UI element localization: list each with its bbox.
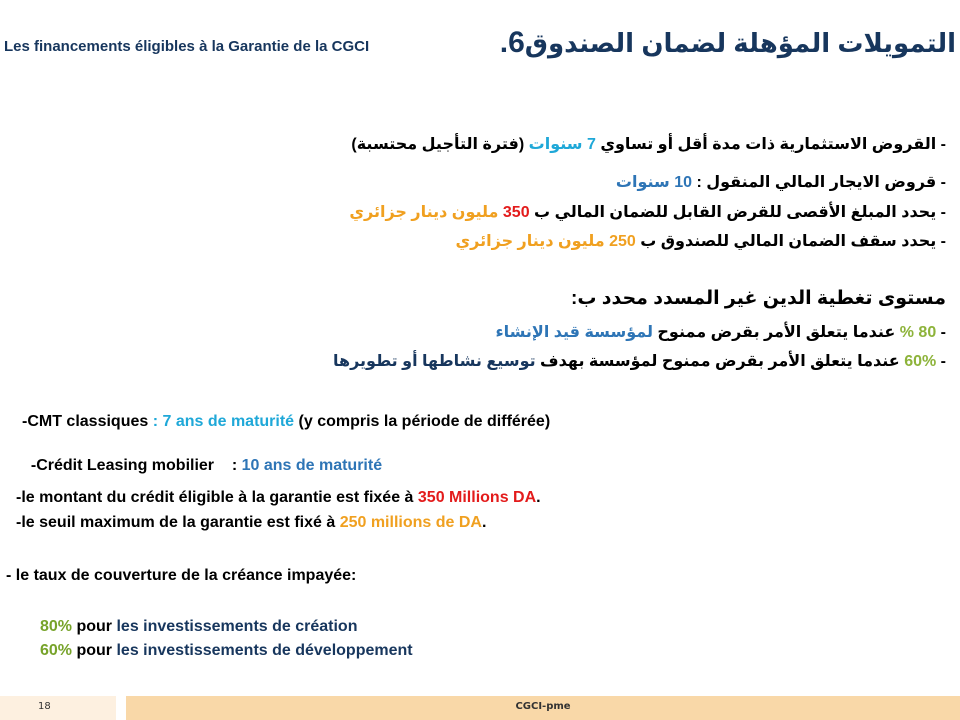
fr-maturity: : 7 ans de maturité	[152, 413, 295, 430]
arabic-title-text: التمويلات المؤهلة لضمان الصندوق	[524, 28, 956, 58]
fr-percent: 60%	[40, 642, 73, 659]
ar-amount-unit: مليون دينار جزائري	[349, 204, 503, 221]
ar-years-number: 7	[586, 136, 596, 153]
fr-montant-line	[16, 489, 541, 507]
ar-beneficiary: توسيع نشاطها أو تطويرها	[332, 353, 536, 370]
section-number: 6.	[499, 26, 525, 59]
ar-bullet-leasing	[616, 172, 946, 192]
ar-deferral-note: (فترة التأجيل محتسبة)	[351, 136, 529, 153]
footer-label: CGCI-pme	[515, 701, 571, 712]
arabic-title	[500, 26, 956, 60]
ar-amount: 350	[502, 204, 530, 221]
ar-amount: 250	[609, 233, 636, 250]
fr-text: :	[231, 457, 242, 474]
fr-coverage-60	[40, 642, 413, 660]
fr-text: -le montant du crédit éligible à la garantie est fixée à	[16, 489, 418, 506]
ar-bullet-text: - يحدد سقف الضمان المالي للصندوق ب	[635, 233, 946, 250]
ar-years-unit: سنوات	[528, 136, 587, 153]
fr-investment-type: les investissements de création	[116, 618, 358, 635]
ar-years-number: 10	[674, 174, 693, 191]
footer-bar	[126, 696, 960, 720]
ar-bullet-coverage-80	[495, 322, 946, 342]
ar-percent: 80 %	[899, 324, 937, 341]
fr-amount: 250 millions de DA	[339, 514, 482, 531]
ar-dash: -	[936, 353, 946, 370]
fr-leasing-line	[22, 439, 382, 475]
ar-bullet-text: - قروض الايجار المالي المنقول :	[692, 174, 946, 191]
fr-text: pour	[72, 642, 117, 659]
fr-taux-heading: - le taux de couverture de la créance impayée:	[6, 567, 357, 584]
french-title: Les financements éligibles à la Garantie de la CGCI	[4, 38, 370, 55]
fr-percent: 80%	[40, 618, 73, 635]
ar-bullet-guarantee-ceiling	[456, 231, 946, 251]
fr-investment-type: les investissements de développement	[116, 642, 413, 659]
ar-bullet-text: عندما يتعلق الأمر بقرض ممنوح	[652, 324, 900, 341]
ar-amount-unit: مليون دينار جزائري	[455, 233, 610, 250]
ar-years-unit: سنوات	[615, 174, 675, 191]
ar-bullet-text: - يحدد المبلغ الأقصى للقرض القابل للضمان المالي ب	[529, 204, 946, 221]
fr-text: .	[536, 489, 541, 506]
fr-text: pour	[72, 618, 117, 635]
page-number: 18	[38, 701, 51, 712]
fr-cmt-line	[22, 413, 550, 431]
fr-amount: 350 Millions DA	[417, 489, 537, 506]
fr-text: -le seuil maximum de la garantie est fixé à	[16, 514, 340, 531]
fr-text: -CMT classiques	[22, 413, 153, 430]
fr-text: -Crédit Leasing mobilier	[30, 457, 232, 474]
ar-percent: 60%	[904, 353, 937, 370]
ar-coverage-heading: مستوى تغطية الدين غير المسدد محدد ب:	[571, 288, 946, 309]
fr-text: (y compris la période de différée)	[294, 413, 551, 430]
ar-dash: -	[936, 324, 946, 341]
fr-maturity: 10 ans de maturité	[241, 457, 383, 474]
fr-seuil-line	[16, 514, 486, 532]
ar-bullet-max-loan	[349, 202, 946, 222]
fr-text: .	[481, 514, 487, 531]
ar-bullet-text: - القروض الاستثمارية ذات مدة أقل أو تساوي	[595, 136, 946, 153]
ar-beneficiary: لمؤسسة قيد الإنشاء	[495, 324, 653, 341]
ar-bullet-investment-loans	[351, 134, 946, 154]
ar-bullet-coverage-60	[333, 351, 946, 371]
footer-page-box	[0, 696, 116, 720]
ar-bullet-text: عندما يتعلق الأمر بقرض ممنوح لمؤسسة بهدف	[535, 353, 905, 370]
fr-coverage-80	[40, 618, 357, 636]
